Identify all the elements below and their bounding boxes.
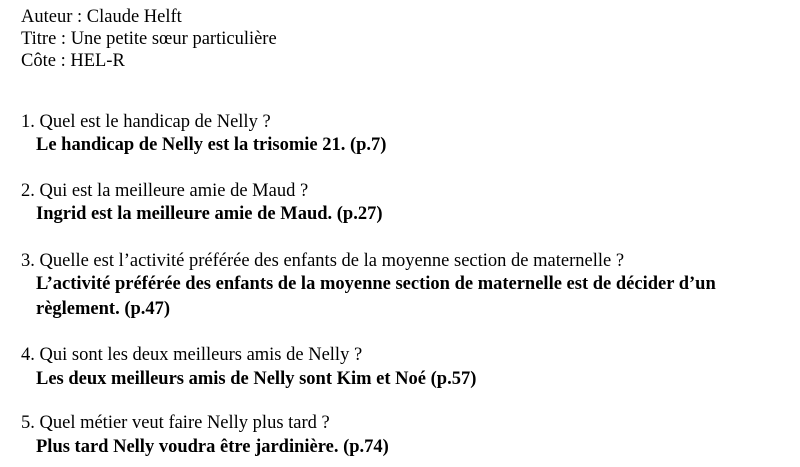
answer-1: Le handicap de Nelly est la trisomie 21. (p.7) bbox=[36, 135, 387, 155]
answer-5: Plus tard Nelly voudra être jardinière. (p.74) bbox=[36, 437, 389, 457]
answer-3-line-1: L’activité préférée des enfants de la moyenne section de maternelle est de décider d’un bbox=[36, 274, 716, 294]
question-3: 3. Quelle est l’activité préférée des enfants de la moyenne section de maternelle ? bbox=[21, 251, 625, 271]
question-4: 4. Qui sont les deux meilleurs amis de Nelly ? bbox=[21, 345, 363, 365]
author-line: Auteur : Claude Helft bbox=[21, 7, 182, 27]
answer-4: Les deux meilleurs amis de Nelly sont Kim et Noé (p.57) bbox=[36, 369, 477, 389]
question-5: 5. Quel métier veut faire Nelly plus tard ? bbox=[21, 413, 330, 433]
answer-2: Ingrid est la meilleure amie de Maud. (p.27) bbox=[36, 204, 383, 224]
question-2: 2. Qui est la meilleure amie de Maud ? bbox=[21, 181, 309, 201]
answer-3-line-2: règlement. (p.47) bbox=[36, 299, 171, 319]
shelfmark-line: Côte : HEL-R bbox=[21, 51, 125, 71]
title-line: Titre : Une petite sœur particulière bbox=[21, 29, 277, 49]
question-1: 1. Quel est le handicap de Nelly ? bbox=[21, 112, 271, 132]
